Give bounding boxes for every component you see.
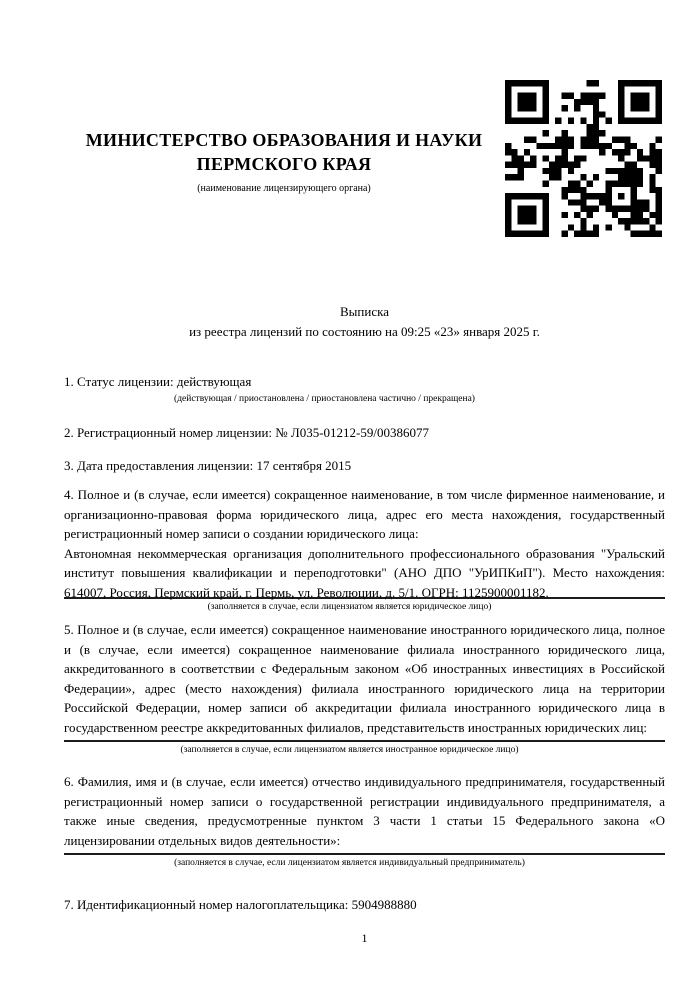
item-registration-number: 2. Регистрационный номер лицензии: № Л035-01212-59/00386077: [64, 425, 430, 440]
item-entrepreneur-label: 6. Фамилия, имя и (в случае, если имеется) отчество индивидуального предпринимателя, государственный регистрационный номер записи о государственной регистрации индивидуального предпринимателя, а также иные сведения, предусмотренные пунктом 3 части 1 статьи 15 Федерального закона «О лицензировании отдельных видов деятельности»:: [64, 774, 665, 848]
extract-title: [64, 302, 665, 342]
extract-title-line1: Выписка: [340, 304, 389, 319]
issuing-authority-name: [64, 128, 504, 176]
legal-entity-caption: (заполняется в случае, если лицензиатом является юридическое лицо): [207, 602, 492, 612]
authority-caption: (наименование лицензирующего органа): [197, 183, 371, 194]
item-license-status: 1. Статус лицензии: действующая: [64, 374, 252, 389]
item-foreign-entity-label: 5. Полное и (в случае, если имеется) сокращенное наименование иностранного юридического лица, полное и (в случае, если имеется) сокращенное наименование филиала иностранного юридического лица, аккредитованного в соответствии с Федеральным законом «Об иностранных инвестициях в Российской Федерации», адрес (место нахождения) филиала иностранного юридического лица на территории Российской Федерации, номер записи об аккредитации филиала иностранного юридического лица в государственном реестре аккредитованных филиалов, представительств иностранных юридических лиц:: [64, 622, 665, 735]
entrepreneur-caption: (заполняется в случае, если лицензиатом является индивидуальный предприниматель): [174, 858, 525, 868]
item-taxpayer-number: 7. Идентификационный номер налогоплательщика: 5904988880: [64, 897, 417, 912]
document-header: [64, 128, 504, 195]
qr-code-icon: [505, 80, 662, 237]
license-status-caption: (действующая / приостановлена / приостановлена частично / прекращена): [174, 394, 475, 404]
separator-entrepreneur: [64, 853, 665, 855]
separator-foreign-entity: [64, 740, 665, 742]
item-legal-entity-value: Автономная некоммерческая организация дополнительного профессионального образования "Уральский институт повышения квалификации и переподготовки" (АНО ДПО "УрИПКиП"). Место нахождения: 614007, Россия, Пермский край, г. Пермь, ул. Революции, д. 5/1. ОГРН: 1125900001182.: [64, 545, 665, 600]
item-legal-entity-label: 4. Полное и (в случае, если имеется) сокращенное наименование, в том числе фирменное наименование, и организационно-правовая форма юридического лица, адрес его места нахождения, государственный регистрационный номер записи о создании юридического лица:: [64, 487, 665, 541]
ministry-name-line1: МИНИСТЕРСТВО ОБРАЗОВАНИЯ И НАУКИ: [85, 130, 483, 150]
extract-title-line2: из реестра лицензий по состоянию на 09:25 «23» января 2025 г.: [189, 324, 540, 339]
ministry-name-line2: ПЕРМСКОГО КРАЯ: [196, 154, 372, 174]
page-number: 1: [361, 931, 368, 945]
item-grant-date: 3. Дата предоставления лицензии: 17 сентября 2015: [64, 458, 352, 473]
foreign-entity-caption: (заполняется в случае, если лицензиатом является иностранное юридическое лицо): [180, 745, 519, 755]
